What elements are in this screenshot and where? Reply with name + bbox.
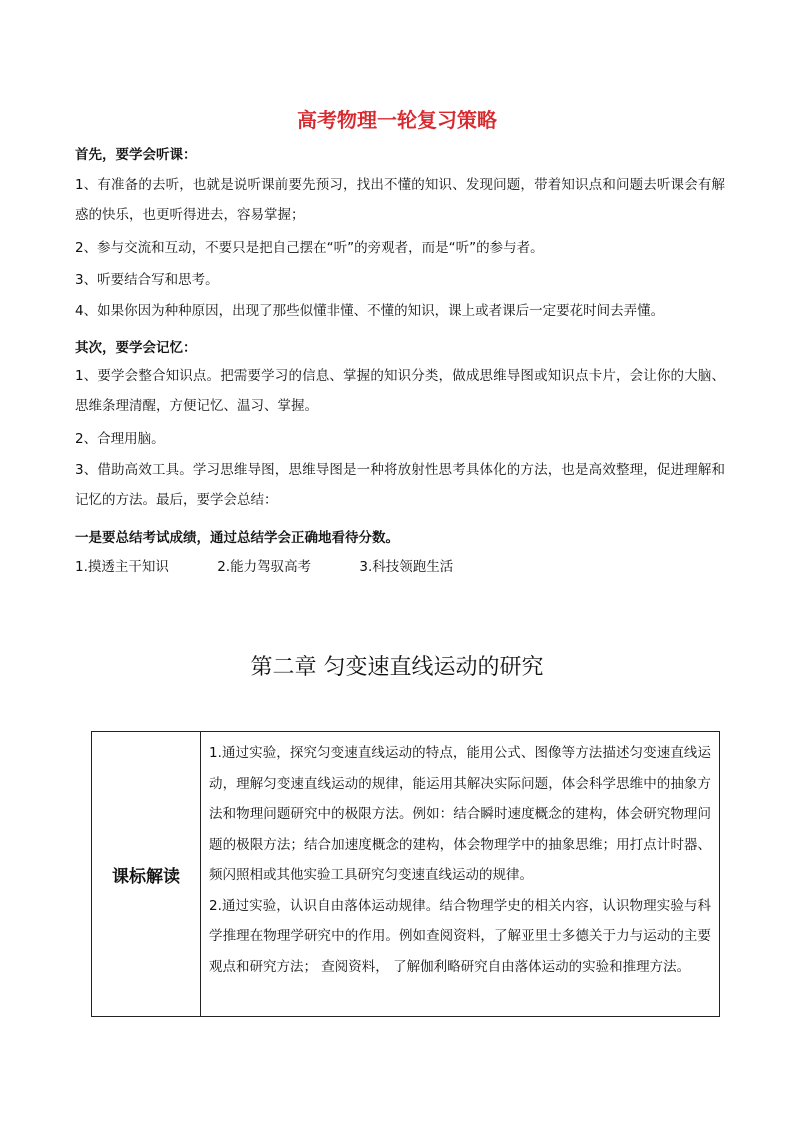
memory-item-2: 2、合理用脑。 [75, 431, 165, 447]
document-title: 高考物理一轮复习策略 [297, 108, 497, 132]
chapter-title: 第二章 匀变速直线运动的研究 [250, 655, 544, 680]
listening-item-3: 3、听要结合写和思考。 [75, 272, 219, 288]
bullet-item: 1.摸透主干知识 [75, 559, 169, 575]
section-heading-memory: 其次，要学会记忆： [75, 340, 197, 356]
listening-item-1: 1、有准备的去听，也就是说听课前要先预习，找出不懂的知识、发现问题，带着知识点和问题去听课会有解惑的快乐，也更听得进去，容易掌握； [75, 177, 725, 223]
bullet-list [75, 555, 497, 575]
table-content-cell [201, 732, 719, 1016]
standard-paragraph-1: 1.通过实验，探究匀变速直线运动的特点，能用公式、图像等方法描述匀变速直线运动，理解匀变速直线运动的规律，能运用其解决实际问题，体会科学思维中的抽象方法和物理问题研究中的极限方法。例如：结合瞬时速度概念的建构，体会研究物理问题的极限方法；结合加速度概念的建构，体会物理学中的抽象思维；用打点计时器、频闪照相或其他实验工具研究匀变速直线运动的规律。 [209, 745, 711, 883]
listening-item-2: 2、参与交流和互动，不要只是把自己摆在“听”的旁观者，而是“听”的参与者。 [75, 240, 544, 256]
standard-paragraph-2: 2.通过实验，认识自由落体运动规律。结合物理学史的相关内容，认识物理实验与科学推理在物理学研究中的作用。例如查阅资料，了解亚里士多德关于力与运动的主要观点和研究方法； 查阅资料， 了解伽利略研究自由落体运动的实验和推理方法。 [209, 897, 711, 975]
memory-item-1: 1、要学会整合知识点。把需要学习的信息、掌握的知识分类，做成思维导图或知识点卡片，会让你的大脑、思维条理清醒，方便记忆、温习、掌握。 [75, 368, 725, 414]
bullet-item: 2.能力驾驭高考 [217, 559, 312, 575]
bullet-item: 3.科技领跑生活 [359, 559, 454, 575]
curriculum-standard-table [91, 731, 720, 1017]
memory-item-3: 3、借助高效工具。学习思维导图，思维导图是一种将放射性思考具体化的方法，也是高效整理，促进理解和记忆的方法。最后，要学会总结： [75, 462, 725, 508]
listening-item-4: 4、如果你因为种种原因，出现了那些似懂非懂、不懂的知识，课上或者课后一定要花时间去弄懂。 [75, 303, 665, 319]
section-heading-listening: 首先，要学会听课： [75, 147, 197, 163]
summary-line: 一是要总结考试成绩，通过总结学会正确地看待分数。 [75, 530, 399, 546]
table-label-cell: 课标解读 [92, 732, 201, 1016]
